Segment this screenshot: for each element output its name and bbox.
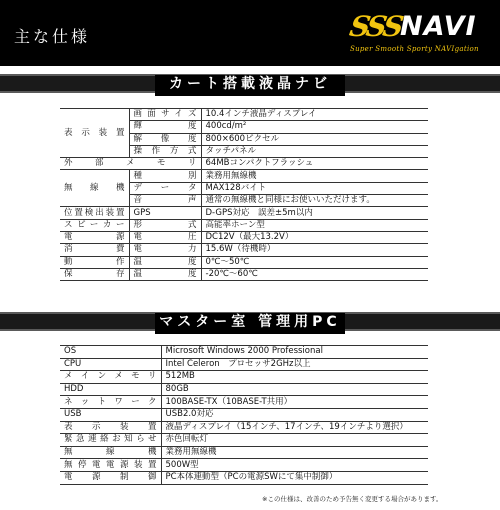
spec-label: 緊急連絡お知らせ	[60, 434, 161, 447]
spec-value: 15.6W（待機時）	[201, 244, 428, 256]
sss-navi-logo	[348, 10, 488, 60]
logo-navi-text: NAVI	[400, 11, 477, 42]
cart-spec-table	[60, 108, 428, 281]
spec-label: 電源制御	[60, 471, 161, 484]
spec-group-label: 動作	[60, 256, 129, 268]
table-row	[60, 383, 428, 396]
table-row	[60, 459, 428, 472]
master-section-title: マスター室 管理用PC	[155, 313, 345, 334]
memory-label: 外部メモリ	[60, 158, 201, 170]
page-title: 主な仕様	[14, 27, 91, 46]
spec-label: CPU	[60, 358, 161, 371]
table-row	[60, 158, 428, 170]
display-group-label: 表示装置	[60, 109, 129, 158]
table-row	[60, 256, 428, 268]
spec-label: 音声	[129, 195, 201, 207]
spec-label: データ	[129, 182, 201, 194]
spec-value: 500W型	[161, 459, 428, 472]
table-row	[60, 219, 428, 231]
spec-value: DC12V（最大13.2V）	[201, 231, 428, 243]
table-row	[60, 371, 428, 384]
spec-label: 電圧	[129, 231, 201, 243]
pc-spec-table	[60, 345, 428, 485]
table-row	[60, 109, 428, 121]
footnote: ※この仕様は、改善のため予告無く変更する場合があります。	[262, 495, 443, 503]
spec-value: 512MB	[161, 371, 428, 384]
spec-value: USB2.0対応	[161, 408, 428, 421]
spec-value: 10.4インチ液晶ディスプレイ	[201, 109, 428, 121]
spec-value: 業務用無線機	[161, 446, 428, 459]
table-row	[60, 207, 428, 219]
table-row	[60, 268, 428, 280]
spec-value: 赤色回転灯	[161, 434, 428, 447]
table-row	[60, 244, 428, 256]
table-row	[60, 446, 428, 459]
spec-label: 無線機	[60, 446, 161, 459]
spec-value: 0℃〜50℃	[201, 256, 428, 268]
spec-group-label: 保存	[60, 268, 129, 280]
table-row	[60, 231, 428, 243]
spec-value: MAX128バイト	[201, 182, 428, 194]
logo-subtitle: Super Smooth Sporty NAVIgation	[350, 45, 479, 53]
spec-group-label: 消費	[60, 244, 129, 256]
page-header	[0, 0, 500, 66]
spec-label: 輝度	[129, 121, 201, 133]
spec-label: 解像度	[129, 133, 201, 145]
table-row	[60, 471, 428, 484]
spec-value: 業務用無線機	[201, 170, 428, 182]
table-row	[60, 346, 428, 359]
spec-value: 80GB	[161, 383, 428, 396]
spec-value: 800×600ピクセル	[201, 133, 428, 145]
spec-label: メインメモリ	[60, 371, 161, 384]
table-row	[60, 421, 428, 434]
spec-label: ネットワーク	[60, 396, 161, 409]
spec-value: D-GPS対応 誤差±5m以内	[201, 207, 428, 219]
spec-value: 400cd/m²	[201, 121, 428, 133]
spec-value: PC本体連動型（PCの電源SWにて集中制御）	[161, 471, 428, 484]
spec-value: 高能率ホーン型	[201, 219, 428, 231]
spec-label: 形式	[129, 219, 201, 231]
spec-value: -20℃〜60℃	[201, 268, 428, 280]
spec-group-label: 電源	[60, 231, 129, 243]
spec-label: HDD	[60, 383, 161, 396]
position-group-label: 位置検出装置	[60, 207, 129, 219]
spec-value: Microsoft Windows 2000 Professional	[161, 346, 428, 359]
spec-label: USB	[60, 408, 161, 421]
spec-value: 100BASE-TX（10BASE-T共用）	[161, 396, 428, 409]
spec-value: タッチパネル	[201, 145, 428, 157]
spec-label: 温度	[129, 268, 201, 280]
table-row	[60, 434, 428, 447]
spec-label: 操作方式	[129, 145, 201, 157]
table-row	[60, 170, 428, 182]
table-row	[60, 358, 428, 371]
cart-section-bar	[0, 74, 500, 93]
spec-label: 種別	[129, 170, 201, 182]
spec-label: GPS	[129, 207, 201, 219]
spec-label: 電力	[129, 244, 201, 256]
spec-label: 温度	[129, 256, 201, 268]
spec-value: Intel Celeron プロセッサ2GHz以上	[161, 358, 428, 371]
master-section-bar	[0, 312, 500, 331]
speaker-group-label: スピーカー	[60, 219, 129, 231]
table-row	[60, 396, 428, 409]
logo-sss-text: SSS	[347, 10, 404, 43]
cart-section-title: カート搭載液晶ナビ	[155, 75, 345, 96]
spec-label: 表示装置	[60, 421, 161, 434]
memory-value: 64MBコンパクトフラッシュ	[201, 158, 428, 170]
table-row	[60, 408, 428, 421]
spec-label: OS	[60, 346, 161, 359]
spec-label: 画面サイズ	[129, 109, 201, 121]
spec-value: 液晶ディスプレイ（15インチ、17インチ、19インチより選択）	[161, 421, 428, 434]
radio-group-label: 無線機	[60, 170, 129, 207]
spec-label: 無停電電源装置	[60, 459, 161, 472]
spec-value: 通常の無線機と同様にお使いいただけます。	[201, 195, 428, 207]
